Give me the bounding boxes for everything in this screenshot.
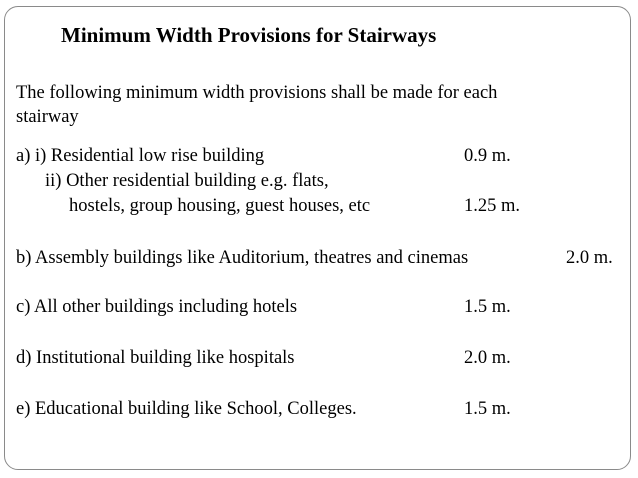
item-d-value: 2.0 m. [464,348,511,368]
item-b-value: 2.0 m. [566,248,613,268]
intro-line-1: The following minimum width provisions shall be made for each [16,83,498,103]
intro-line-2: stairway [16,107,79,127]
item-a-label: a) i) Residential low rise building [16,146,265,166]
item-a-sub-line-2: hostels, group housing, guest houses, etc [69,196,371,216]
item-c-label: c) All other buildings including hotels [16,297,298,317]
item-a-sub-line-1: ii) Other residential building e.g. flats, [45,171,329,191]
item-a-sub-value: 1.25 m. [464,196,521,216]
item-d-label: d) Institutional building like hospitals [16,348,295,368]
item-a-value: 0.9 m. [464,146,511,166]
item-b-label: b) Assembly buildings like Auditorium, theatres and cinemas [16,248,469,268]
page-title: Minimum Width Provisions for Stairways [61,23,437,47]
item-e-label: e) Educational building like School, Colleges. [16,399,357,419]
item-e-value: 1.5 m. [464,399,511,419]
item-c-value: 1.5 m. [464,297,511,317]
